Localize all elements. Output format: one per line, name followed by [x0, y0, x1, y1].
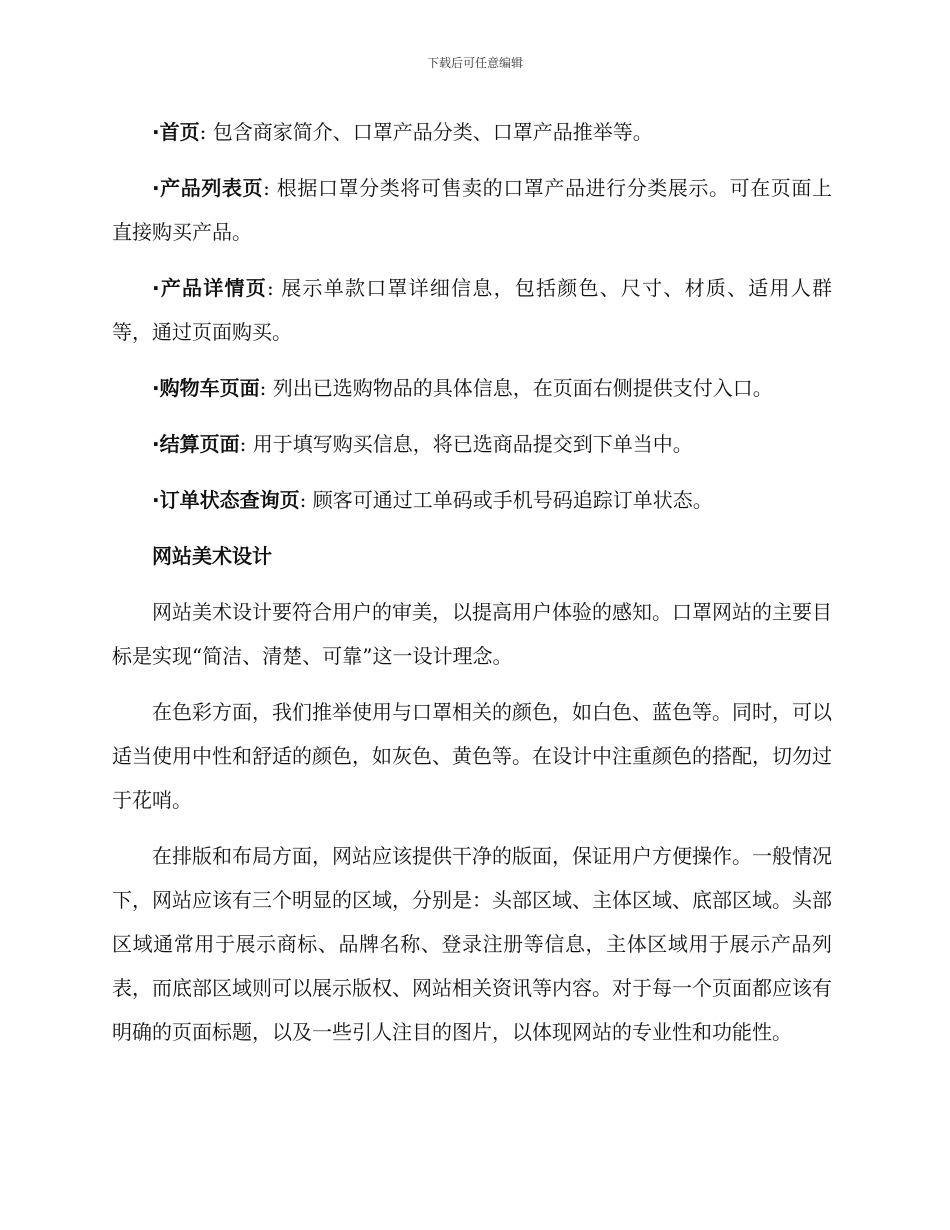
paragraph-design-goal: 网站美术设计要符合用户的审美，以提高用户体验的感知。口罩网站的主要目标是实现“简洁、清楚、可靠”这一设计理念。 [112, 600, 832, 668]
bullet-text: : 列出已选购物品的具体信息，在页面右侧提供支付入口。 [259, 376, 773, 400]
bullet-label: ·购物车页面 [152, 376, 260, 400]
bullet-label: ·产品列表页 [152, 176, 264, 200]
bullet-label: ·订单状态查询页 [152, 488, 300, 512]
bullet-label: ·结算页面 [152, 432, 240, 456]
bullet-product-detail [112, 266, 832, 354]
document-body [112, 110, 832, 1066]
bullet-homepage [112, 110, 832, 154]
bullet-label: ·首页 [152, 120, 200, 144]
bullet-order-status [112, 478, 832, 522]
section-heading: 网站美术设计 [152, 544, 272, 568]
bullet-checkout [112, 422, 832, 466]
bullet-text: : 根据口罩分类将可售卖的口罩产品进行分类展示。可在页面上直接购买产品。 [112, 176, 832, 244]
paragraph-color: 在色彩方面，我们推举使用与口罩相关的颜色，如白色、蓝色等。同时，可以适当使用中性和舒适的颜色，如灰色、黄色等。在设计中注重颜色的搭配，切勿过于花哨。 [112, 700, 832, 812]
bullet-text: : 用于填写购买信息，将已选商品提交到下单当中。 [239, 432, 693, 456]
paragraph-layout: 在排版和布局方面，网站应该提供干净的版面，保证用户方便操作。一般情况下，网站应该有三个明显的区域，分别是：头部区域、主体区域、底部区域。头部区域通常用于展示商标、品牌名称、登录注册等信息，主体区域用于展示产品列表，而底部区域则可以展示版权、网站相关资讯等内容。对于每一个页面都应该有明确的页面标题，以及一些引人注目的图片，以体现网站的专业性和功能性。 [112, 844, 832, 1044]
bullet-text: : 包含商家简介、口罩产品分类、口罩产品推举等。 [199, 120, 653, 144]
bullet-product-list [112, 166, 832, 254]
page-header: 下载后可任意编辑 [426, 56, 523, 70]
bullet-text: : 展示单款口罩详细信息，包括颜色、尺寸、材质、适用人群等，通过页面购买。 [112, 276, 832, 344]
bullet-text: : 顾客可通过工单码或手机号码追踪订单状态。 [299, 488, 713, 512]
bullet-label: ·产品详情页 [152, 276, 267, 300]
bullet-cart [112, 366, 832, 410]
